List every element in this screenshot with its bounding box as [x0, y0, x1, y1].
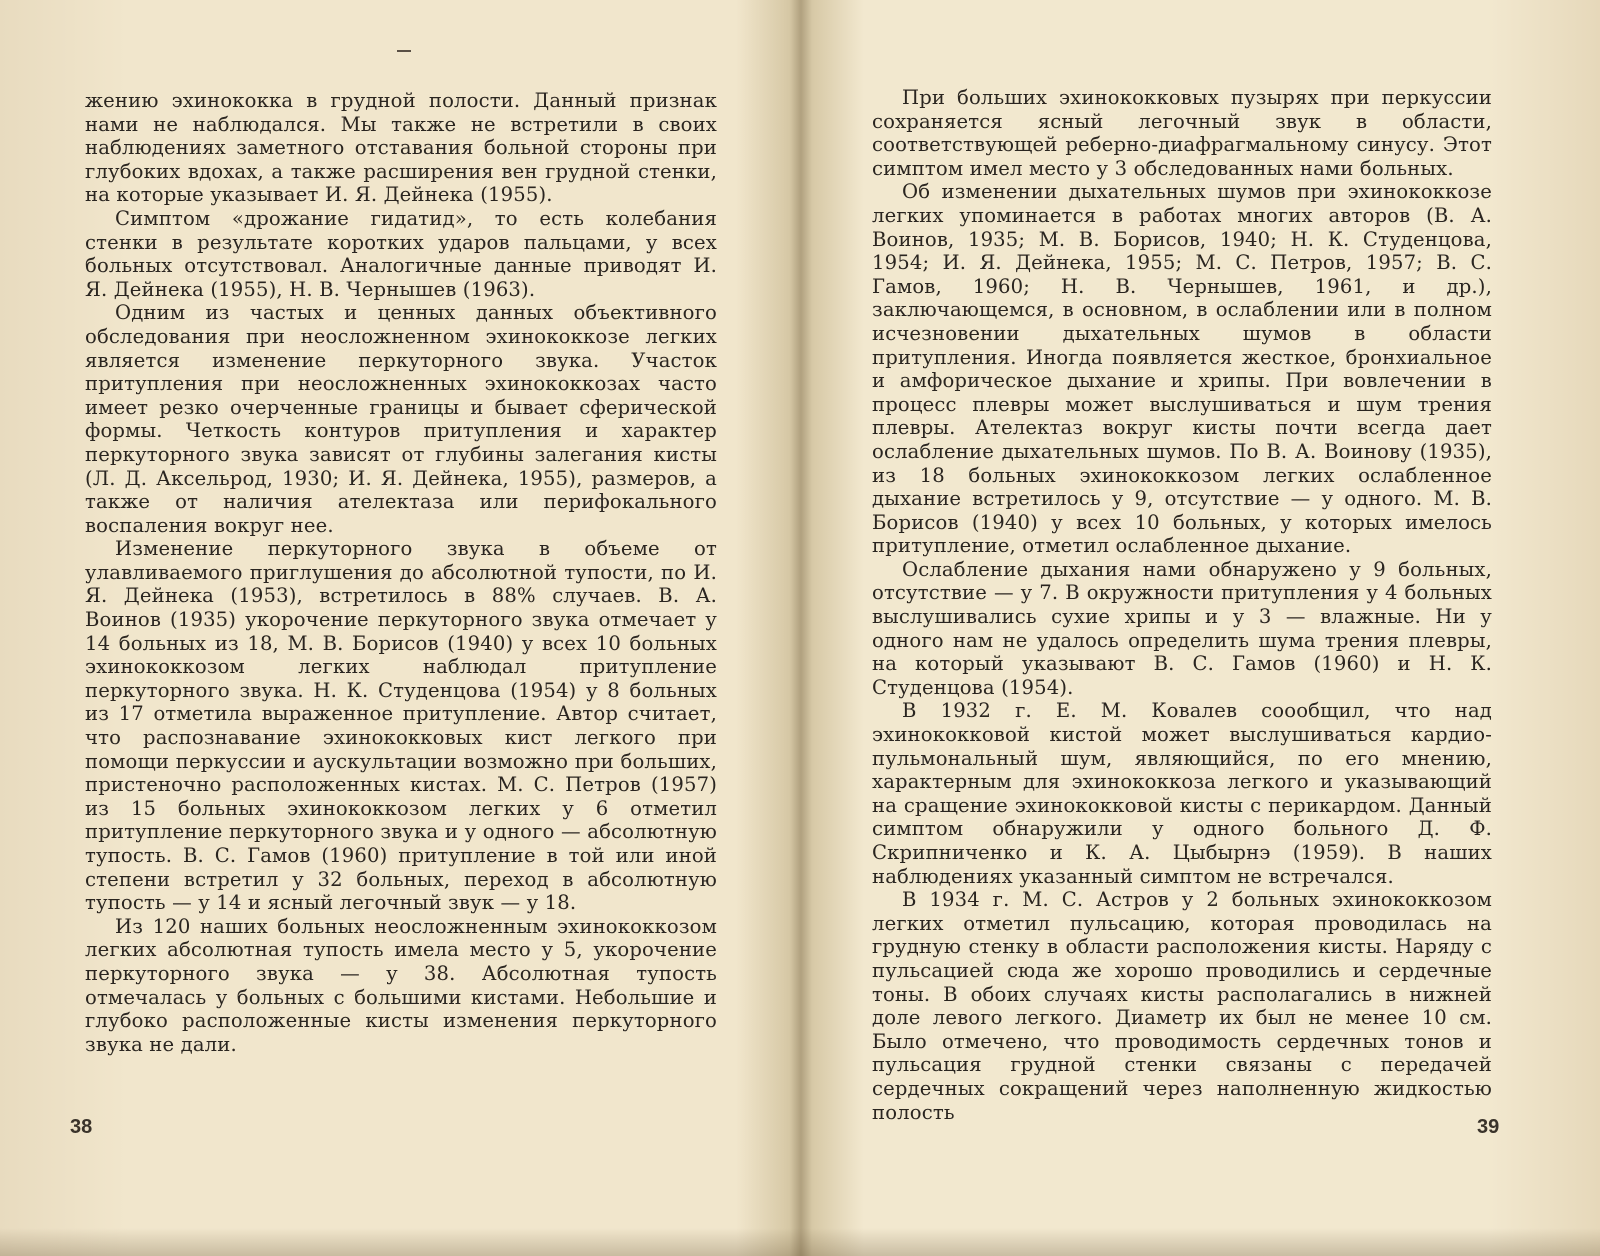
right-page	[812, 0, 1600, 1256]
paragraph: При больших эхинококковых пузырях при перкуссии сохраняется ясный легочный звук в области, соответствующей реберно-диафрагмальному синусу. Этот симптом имел место у 3 обследованных нами больных.	[872, 86, 1492, 180]
paragraph: Об изменении дыхательных шумов при эхинококкозе легких упоминается в работах многих авторов (В. А. Воинов, 1935; М. В. Борисов, 1940; Н. К. Студенцова, 1954; И. Я. Дейнека, 1955; М. С. Петров, 1957; В. С. Гамов, 1960; Н. В. Чернышев, 1961, и др.), заключающемся, в основном, в ослаблении или в полном исчезновении дыхательных шумов в области притупления. Иногда появляется жесткое, бронхиальное и амфорическое дыхание и хрипы. При вовлечении в процесс плевры может выслушиваться и шум трения плевры. Ателектаз вокруг кисты почти всегда дает ослабление дыхательных шумов. По В. А. Воинову (1935), из 18 больных эхинококкозом легких ослабленное дыхание встретилось у 9, отсутствие — у одного. М. В. Борисов (1940) у всех 10 больных, у которых имелось притупление, отметил ослабленное дыхание.	[872, 180, 1492, 558]
left-page-text	[85, 89, 717, 1056]
paragraph: Одним из частых и ценных данных объективного обследования при неосложненном эхинококкозе легких является изменение перкуторного звука. Участок притупления при неосложненных эхинококкозах часто имеет резко очерченные границы и бывает сферической формы. Четкость контуров притупления и характер перкуторного звука зависят от глубины залегания кисты (Л. Д. Аксельрод, 1930; И. Я. Дейнека, 1955), размеров, а также от наличия ателектаза или перифокального воспаления вокруг нее.	[85, 301, 717, 537]
paragraph: жению эхинококка в грудной полости. Данный признак нами не наблюдался. Мы также не встретили в своих наблюдениях заметного отставания больной стороны при глубоких вдохах, а также расширения вен грудной стенки, на которые указывает И. Я. Дейнека (1955).	[85, 89, 717, 207]
paragraph: Симптом «дрожание гидатид», то есть колебания стенки в результате коротких ударов пальцами, у всех больных отсутствовал. Аналогичные данные приводят И. Я. Дейнека (1955), Н. В. Чернышев (1963).	[85, 206, 717, 301]
left-page	[0, 0, 790, 1256]
page-number: 38	[70, 1116, 93, 1138]
right-page-text	[872, 86, 1492, 1124]
paragraph: В 1932 г. Е. М. Ковалев сооoбщил, что над эхинококковой кистой может выслушиваться кардио-пульмональный шум, являющийся, по его мнению, характерным для эхинококкоза легкого и указывающий на сращение эхинококковой кисты с перикардом. Данный симптом обнаружили у одного больного Д. Ф. Скрипниченко и К. А. Цыбырнэ (1959). В наших наблюдениях указанный симптом не встречался.	[872, 699, 1492, 888]
paragraph: Из 120 наших больных неосложненным эхинококкозом легких абсолютная тупость имела место у 5, укорочение перкуторного звука — у 38. Абсолютная тупость отмечалась у больных с большими кистами. Небольшие и глубоко расположенные кисты изменения перкуторного звука не дали.	[85, 914, 717, 1056]
page-number: 39	[1477, 1116, 1500, 1138]
paragraph: Изменение перкуторного звука в объеме от улавливаемого приглушения до абсолютной тупости, по И. Я. Дейнека (1953), встретилось в 88% случаев. В. А. Воинов (1935) укорочение перкуторного звука отмечает у 14 больных из 18, М. В. Борисов (1940) у всех 10 больных эхинококкозом легких наблюдал притупление перкуторного звука. Н. К. Студенцова (1954) у 8 больных из 17 отметила выраженное притупление. Автор считает, что распознавание эхинококковых кист легкого при помощи перкуссии и аускультации возможно при больших, пристеночно расположенных кистах. М. С. Петров (1957) из 15 больных эхинококкозом легких у 6 отметил притупление перкуторного звука и у одного — абсолютную тупость. В. С. Гамов (1960) притупление в той или иной степени встретил у 32 больных, переход в абсолютную тупость — у 14 и ясный легочный звук — у 18.	[85, 537, 717, 915]
paragraph: В 1934 г. М. С. Астров у 2 больных эхинококкозом легких отметил пульсацию, которая проводилась на грудную стенку в области расположения кисты. Наряду с пульсацией сюда же хорошо проводились и сердечные тоны. В обоих случаях кисты располагались в нижней доле левого легкого. Диаметр их был не менее 10 см. Было отмечено, что проводимость сердечных тонов и пульсация грудной стенки связаны с передачей сердечных сокращений через наполненную жидкостью полость	[872, 888, 1492, 1124]
paragraph: Ослабление дыхания нами обнаружено у 9 больных, отсутствие — у 7. В окружности притупления у 4 больных выслушивались сухие хрипы и у 3 — влажные. Ни у одного нам не удалось определить шума трения плевры, на который указывают В. С. Гамов (1960) и Н. К. Студенцова (1954).	[872, 557, 1492, 699]
book-gutter	[790, 0, 812, 1256]
